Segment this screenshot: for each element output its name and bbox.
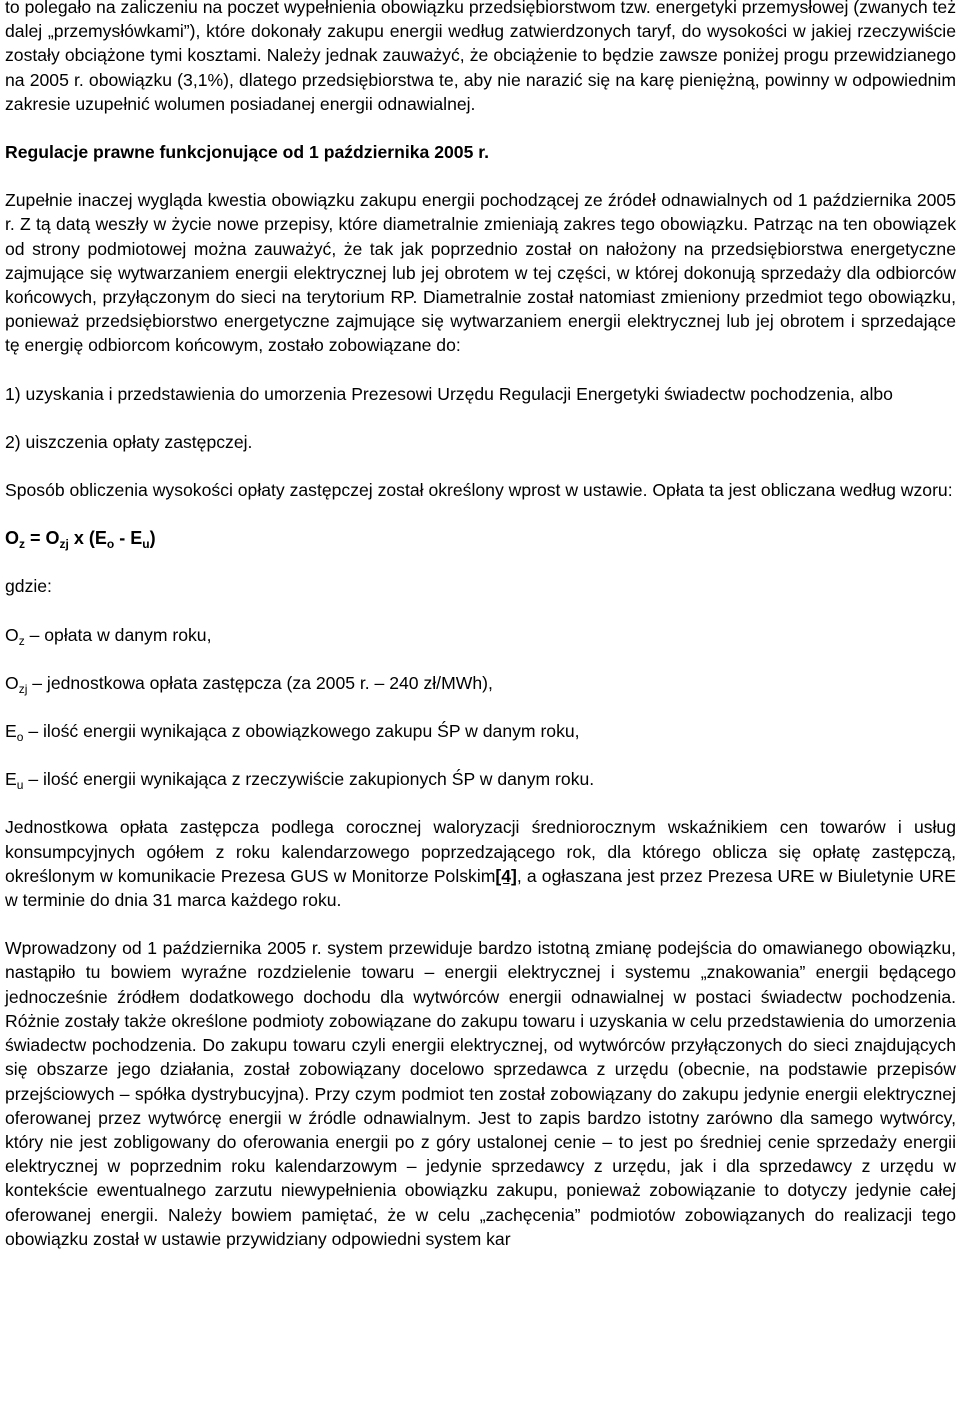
formula-eu-sub: u (142, 537, 150, 552)
section-heading: Regulacje prawne funkcjonujące od 1 października 2005 r. (5, 142, 489, 163)
definition-ozj (5, 671, 956, 695)
formula-close: ) (149, 528, 156, 549)
def-ozj-text: – jednostkowa opłata zastępcza (za 2005 r. – 240 zł/MWh), (27, 672, 493, 693)
formula-eq: = O (25, 528, 60, 549)
paragraph-intro: to polegało na zaliczeniu na poczet wypełnienia obowiązku przedsiębiorstwom tzw. energetyki przemysłowej (zwanych też dalej „przemysłówkami”), które dokonały zakupu energii według zatwierdzonych taryf, do wysokości w jakiej rzeczywiście zostały obciążone tymi kosztami. Należy jednak zauważyć, że obciążenie to będzie zawsze poniżej progu przewidzianego na 2005 r. obowiązku (3,1%), dlatego przedsiębiorstwa te, aby nie narazić się na karę pieniężną, powinny w odpowiednim zakresie uzupełnić wolumen posiadanej energii odnawialnej. (5, 0, 956, 114)
paragraph-formula-intro: Sposób obliczenia wysokości opłaty zastępczej został określony wprost w ustawie. Opłata ta jest obliczana według wzoru: (5, 480, 953, 501)
valorization-text-b: , a ogłaszana jest przez Prezesa URE w Biuletynie URE w terminie do dnia 31 marca każdego roku. (5, 865, 956, 911)
definition-eu (5, 767, 956, 791)
document-page (5, 0, 956, 1251)
formula (5, 526, 956, 550)
def-oz-sub: z (18, 633, 25, 648)
def-eo-symbol: E (5, 721, 17, 742)
formula-ozj-sub: zj (59, 537, 69, 552)
paragraph-new-regulations: Zupełnie inaczej wygląda kwestia obowiązku zakupu energii pochodzącej ze źródeł odnawialnych od 1 października 2005 r. Z tą datą weszły w życie nowe przepisy, które diametralnie zmieniają zakres tego obowiązku. Patrząc na ten obowiązek od strony podmiotowej można zauważyć, że tak jak poprzednio został on nałożony na przedsiębiorstwa energetyczne zajmujące się wytwarzaniem energii elektrycznej lub jej obrotem w tej części, w której dokonują sprzedaży dla odbiorców końcowych, przyłączonym do sieci na terytorium RP. Diametralnie został natomiast zmieniony przedmiot tego obowiązku, ponieważ przedsiębiorstwo energetyczne zajmujące się wytwarzaniem energii elektrycznej lub jej obrotem i sprzedające tę energię odbiorcom końcowym, zostało zobowiązane do: (5, 190, 956, 356)
paragraph-system: Wprowadzony od 1 października 2005 r. system przewiduje bardzo istotną zmianę podejścia do omawianego obowiązku, nastąpiło tu bowiem wyraźne rozdzielenie towaru – energii elektrycznej i systemu „znakowania” energii będącego jednocześnie źródłem dodatkowego dochodu dla wytwórców energii odnawialnej w postaci świadectw pochodzenia. Różnie zostały także określone podmioty zobowiązane do zakupu towaru i uzyskania w celu przedstawienia do umorzenia świadectw pochodzenia. Do zakupu towaru czyli energii elektrycznej, od wytwórców przyłączonych do sieci znajdujących się obszarze jego działania, został zobowiązany docelowo sprzedawca z urzędu (obecnie, na podstawie przepisów przejściowych – spółka dystrybucyjna). Przy czym podmiot ten został zobowiązany do zakupu jedynie energii elektrycznej oferowanej przez wytwórcę energii w źródle odnawialnym. Jest to zapis bardzo istotny zarówno dla samego wytwórcy, który nie jest zobligowany do oferowania energii po z góry ustalonej cenie – to jest po średniej cenie sprzedaży energii elektrycznej w poprzednim roku kalendarzowym – jedynie sprzedawcy z urzędu, jak i dla sprzedawcy z urzędu w kontekście ewentualnego zarzutu niewypełnienia obowiązku zakupu, ponieważ zobowiązanie to dotyczy jedynie całej oferowanej energii. Należy bowiem pamiętać, że w celu „zachęcenia” podmiotów zobowiązanych do realizacji tego obowiązku został w ustawie przywidziany odpowiedni system kar (5, 938, 956, 1249)
def-eu-text: – ilość energii wynikająca z rzeczywiście zakupionych ŚP w danym roku. (23, 769, 595, 790)
where-label: gdzie: (5, 576, 52, 597)
def-eu-sub: u (16, 778, 24, 793)
footnote-link-4[interactable]: [4] (495, 865, 517, 886)
list-item-1: 1) uzyskania i przedstawienia do umorzenia Prezesowi Urzędu Regulacji Energetyki świadectw pochodzenia, albo (5, 383, 893, 404)
def-oz-symbol: O (5, 624, 19, 645)
formula-oz-symbol: O (5, 528, 20, 549)
def-eo-sub: o (16, 730, 24, 745)
def-eo-text: – ilość energii wynikająca z obowiązkowego zakupu ŚP w danym roku, (23, 721, 580, 742)
def-ozj-sub: zj (18, 681, 28, 696)
formula-mid: x (E (68, 528, 107, 549)
def-oz-text: – opłata w danym roku, (24, 624, 212, 645)
formula-eo-sub: o (106, 537, 115, 552)
def-ozj-symbol: O (5, 672, 19, 693)
list-item-2: 2) uiszczenia opłaty zastępczej. (5, 431, 253, 452)
definition-oz (5, 623, 956, 647)
formula-minus: - E (114, 528, 143, 549)
def-eu-symbol: E (5, 769, 17, 790)
definition-eo (5, 719, 956, 743)
formula-oz-sub: z (19, 537, 26, 552)
valorization-text-a: Jednostkowa opłata zastępcza podlega corocznej waloryzacji średniorocznym wskaźnikiem cen towarów i usług konsumpcyjnych ogółem z roku kalendarzowego poprzedzającego rok, dla którego oblicza się opłatę zastępczą, określonym w komunikacie Prezesa GUS w Monitorze Polskim (5, 817, 956, 886)
paragraph-valorization (5, 815, 956, 912)
